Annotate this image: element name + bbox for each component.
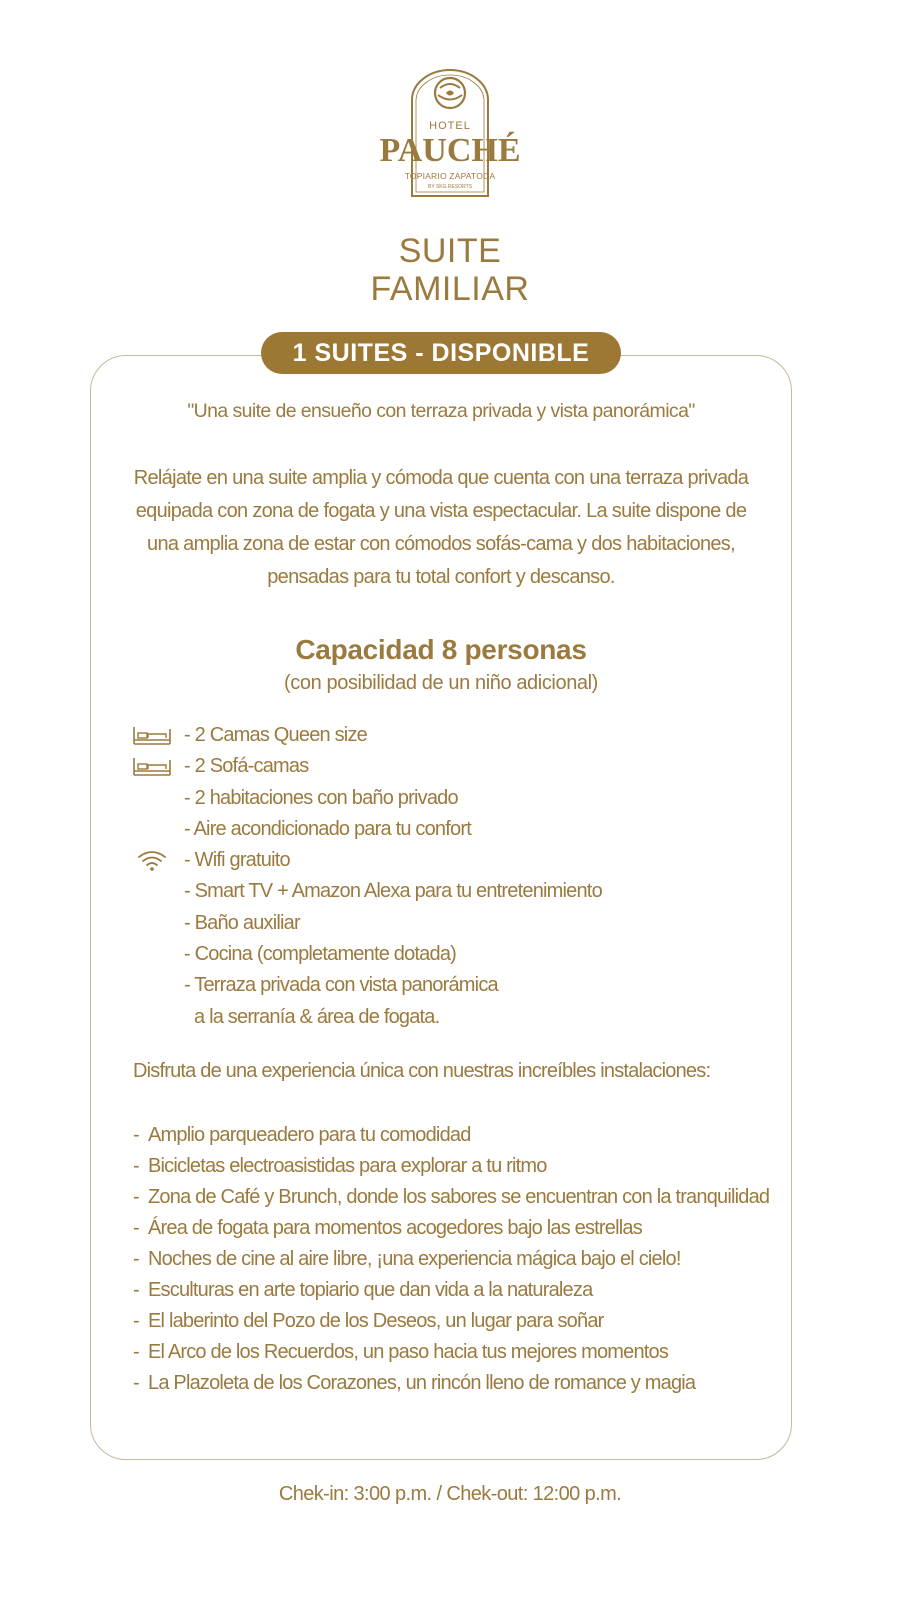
- facility-item: - Zona de Café y Brunch, donde los sabores se encuentran con la tranquilidad: [133, 1186, 770, 1208]
- facility-item: - Amplio parqueadero para tu comodidad: [133, 1124, 471, 1146]
- facility-text: Esculturas en arte topiario que dan vida a la naturaleza: [148, 1279, 593, 1301]
- room-description: Relájate en una suite amplia y cómoda que cuenta con una terraza privada equipada con zona de fogata y una vista espectacular. La suite dispone de una amplia zona de estar con cómodos sofás-cama y dos habitaciones, pensadas para tu total confort y descanso.: [133, 467, 749, 588]
- availability-badge: 1 SUITES - DISPONIBLE: [261, 332, 621, 374]
- amenity-text: - Aire acondicionado para tu confort: [184, 817, 471, 840]
- facilities-intro: Disfruta de una experiencia única con nuestras increíbles instalaciones:: [133, 1060, 711, 1082]
- capacity-title: Capacidad 8 personas: [295, 634, 587, 665]
- room-title-line2: FAMILIAR: [370, 270, 530, 308]
- amenity-text: - Wifi gratuito: [184, 849, 290, 872]
- amenity-text: - Smart TV + Amazon Alexa para tu entretenimiento: [184, 880, 602, 903]
- amenity-text: - 2 Camas Queen size: [184, 724, 367, 746]
- logo-hotel-name: PAUCHÉ: [379, 132, 521, 169]
- room-tagline: "Una suite de ensueño con terraza privada y vista panorámica": [187, 400, 695, 422]
- facility-text: Amplio parqueadero para tu comodidad: [148, 1124, 471, 1146]
- facility-item: - Esculturas en arte topiario que dan vida a la naturaleza: [133, 1279, 593, 1301]
- hotel-logo: [360, 68, 540, 208]
- logo-hotel-label: HOTEL: [429, 120, 471, 132]
- bed-icon: [132, 754, 172, 778]
- room-title: [0, 232, 900, 308]
- facility-item: - Noches de cine al aire libre, ¡una experiencia mágica bajo el cielo!: [133, 1248, 681, 1270]
- room-title-line1: SUITE: [398, 232, 502, 270]
- amenity-text: - Terraza privada con vista panorámica: [184, 974, 498, 997]
- amenity-text: - 2 Sofá-camas: [184, 755, 309, 778]
- amenity-text: - Cocina (completamente dotada): [184, 943, 457, 966]
- amenity-item: [132, 877, 752, 908]
- bed-icon: [132, 723, 172, 747]
- facility-text: Área de fogata para momentos acogedores bajo las estrellas: [148, 1217, 642, 1239]
- logo-byline: BY SKG RESORTS: [428, 184, 472, 190]
- facilities-list: [133, 1120, 773, 1399]
- amenity-item: [132, 721, 752, 752]
- facility-text: Bicicletas electroasistidas para explorar a tu ritmo: [148, 1155, 547, 1177]
- facility-item: - Bicicletas electroasistidas para explorar a tu ritmo: [133, 1155, 547, 1177]
- logo-subtitle: TOPIARIO ZAPATOCA: [404, 171, 496, 181]
- amenity-item: [132, 1003, 752, 1034]
- facility-item: - Área de fogata para momentos acogedores bajo las estrellas: [133, 1217, 642, 1239]
- amenities-list: [132, 721, 752, 1034]
- amenity-item: [132, 752, 752, 783]
- amenity-item: [132, 784, 752, 815]
- amenity-item: [132, 940, 752, 971]
- wifi-icon: [132, 848, 172, 872]
- facility-text: El laberinto del Pozo de los Deseos, un lugar para soñar: [148, 1310, 604, 1332]
- facility-item: - El Arco de los Recuerdos, un paso hacia tus mejores momentos: [133, 1341, 669, 1363]
- facility-item: - El laberinto del Pozo de los Deseos, un lugar para soñar: [133, 1310, 604, 1332]
- amenity-item: [132, 909, 752, 940]
- amenity-item: [132, 815, 752, 846]
- amenity-text: - Baño auxiliar: [184, 911, 300, 934]
- amenity-text: a la serranía & área de fogata.: [194, 1005, 440, 1028]
- amenity-text: - 2 habitaciones con baño privado: [184, 786, 458, 809]
- facility-item: - La Plazoleta de los Corazones, un rincón lleno de romance y magia: [133, 1372, 696, 1394]
- facility-text: Noches de cine al aire libre, ¡una experiencia mágica bajo el cielo!: [148, 1248, 681, 1270]
- amenity-item: [132, 971, 752, 1002]
- facility-text: La Plazoleta de los Corazones, un rincón lleno de romance y magia: [148, 1372, 696, 1394]
- facility-text: Zona de Café y Brunch, donde los sabores se encuentran con la tranquilidad: [148, 1186, 770, 1208]
- capacity-subtitle: (con posibilidad de un niño adicional): [284, 672, 598, 694]
- checkin-checkout-times: Chek-in: 3:00 p.m. / Chek-out: 12:00 p.m.: [278, 1483, 622, 1505]
- amenity-item: [132, 846, 752, 877]
- facility-text: El Arco de los Recuerdos, un paso hacia tus mejores momentos: [148, 1341, 669, 1363]
